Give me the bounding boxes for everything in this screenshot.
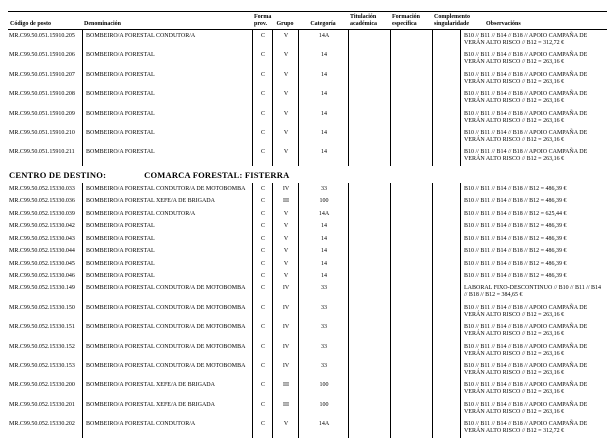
cell-denominacion: BOMBEIRO/A FORESTAL — [82, 108, 252, 127]
cell-titulacion — [348, 30, 390, 49]
cell-observacions: B10 // B11 // B14 // B18 // B12 = 486,39 € — [460, 196, 607, 208]
col-header-grupo: Grupo — [276, 20, 294, 27]
cell-categoria: 33 — [298, 361, 348, 380]
cell-codigo: MR.C99.50.051.15910.211 — [9, 149, 75, 156]
cell-grupo: V — [272, 258, 298, 270]
cell-formacion — [390, 183, 432, 195]
cell-codigo: MR.C99.50.051.15910.207 — [9, 71, 75, 78]
cell-codigo: MR.C99.50.052.15330.201 — [9, 401, 75, 408]
cell-formacion — [390, 50, 432, 69]
cell-categoria: 14 — [298, 108, 348, 127]
cell-codigo: MR.C99.50.052.15330.043 — [9, 235, 75, 242]
cell-complemento — [432, 283, 460, 302]
cell-categoria: 14 — [298, 50, 348, 69]
cell-titulacion — [348, 196, 390, 208]
cell-denominacion: BOMBEIRO/A FORESTAL — [82, 233, 252, 245]
cell-complemento — [432, 270, 460, 282]
cell-formacion — [390, 322, 432, 341]
table-row — [8, 270, 607, 282]
col-header-forma-prov: Forma prov. — [254, 14, 272, 27]
cell-observacions: B10 // B11 // B14 // B18 // APOIO CAMPAÑA DE VERÁN ALTO RISCO // B12 = 263,16 € — [460, 322, 607, 341]
cell-forma: C — [252, 419, 272, 438]
cell-denominacion: BOMBEIRO/A FORESTAL — [82, 69, 252, 88]
cell-categoria: 100 — [298, 196, 348, 208]
cell-categoria: 100 — [298, 380, 348, 399]
cell-forma: C — [252, 208, 272, 220]
cell-categoria: 14 — [298, 270, 348, 282]
cell-titulacion — [348, 89, 390, 108]
cell-grupo: V — [272, 246, 298, 258]
cell-denominacion: BOMBEIRO/A FORESTAL CONDUTOR/A DE MOTOBOMBA — [82, 341, 252, 360]
cell-formacion — [390, 283, 432, 302]
cell-complemento — [432, 69, 460, 88]
cell-formacion — [390, 302, 432, 321]
col-header-categoria: Categoría — [310, 20, 336, 27]
cell-titulacion — [348, 322, 390, 341]
cell-formacion — [390, 258, 432, 270]
table-body — [8, 30, 607, 438]
cell-formacion — [390, 270, 432, 282]
cell-grupo: IV — [272, 283, 298, 302]
cell-codigo: MR.C99.50.051.15910.208 — [9, 91, 75, 98]
col-header-codigo: Código de posto — [10, 20, 52, 27]
cell-titulacion — [348, 221, 390, 233]
cell-formacion — [390, 399, 432, 418]
cell-categoria: 14 — [298, 127, 348, 146]
cell-categoria: 14A — [298, 30, 348, 49]
table-row — [8, 208, 607, 220]
cell-formacion — [390, 221, 432, 233]
cell-denominacion: BOMBEIRO/A FORESTAL — [82, 246, 252, 258]
cell-categoria: 33 — [298, 302, 348, 321]
cell-titulacion — [348, 341, 390, 360]
cell-forma: C — [252, 196, 272, 208]
cell-denominacion: BOMBEIRO/A FORESTAL CONDUTOR/A — [82, 30, 252, 49]
cell-complemento — [432, 30, 460, 49]
table-row — [8, 127, 607, 146]
cell-categoria: 100 — [298, 399, 348, 418]
cell-complemento — [432, 419, 460, 438]
table-row — [8, 361, 607, 380]
cell-grupo: V — [272, 270, 298, 282]
cell-grupo: IV — [272, 183, 298, 195]
cell-forma: C — [252, 108, 272, 127]
cell-denominacion: BOMBEIRO/A FORESTAL CONDUTOR/A — [82, 208, 252, 220]
cell-denominacion: BOMBEIRO/A FORESTAL — [82, 258, 252, 270]
cell-titulacion — [348, 270, 390, 282]
cell-categoria: 14 — [298, 258, 348, 270]
cell-observacions: B10 // B11 // B14 // B18 // B12 = 486,39 € — [460, 246, 607, 258]
cell-denominacion: BOMBEIRO/A FORESTAL XEFE/A DE BRIGADA — [82, 380, 252, 399]
cell-categoria: 14 — [298, 233, 348, 245]
centro-destino-label: CENTRO DE DESTINO: — [9, 170, 107, 181]
cell-codigo: MR.C99.50.052.15330.045 — [9, 260, 75, 267]
cell-grupo: III — [272, 196, 298, 208]
cell-codigo: MR.C99.50.052.15330.200 — [9, 382, 75, 389]
cell-categoria: 33 — [298, 322, 348, 341]
cell-observacions: B10 // B11 // B14 // B18 // B12 = 625,44 € — [460, 208, 607, 220]
cell-complemento — [432, 302, 460, 321]
cell-observacions: B10 // B11 // B14 // B18 // APOIO CAMPAÑA DE VERÁN ALTO RISCO // B12 = 263,16 € — [460, 127, 607, 146]
col-header-denominacion: Denominación — [84, 20, 122, 27]
cell-titulacion — [348, 69, 390, 88]
table-row — [8, 183, 607, 195]
cell-forma: C — [252, 283, 272, 302]
cell-titulacion — [348, 183, 390, 195]
cell-forma: C — [252, 341, 272, 360]
cell-complemento — [432, 208, 460, 220]
cell-forma: C — [252, 302, 272, 321]
cell-titulacion — [348, 399, 390, 418]
cell-codigo: MR.C99.50.051.15910.206 — [9, 52, 75, 59]
cell-categoria: 14 — [298, 89, 348, 108]
cell-codigo: MR.C99.50.052.15330.153 — [9, 363, 75, 370]
cell-grupo: V — [272, 108, 298, 127]
table-row — [8, 283, 607, 302]
cell-grupo: IV — [272, 361, 298, 380]
cell-denominacion: BOMBEIRO/A FORESTAL XEFE/A DE BRIGADA — [82, 196, 252, 208]
cell-titulacion — [348, 127, 390, 146]
cell-observacions: B10 // B11 // B14 // B18 // APOIO CAMPAÑA DE VERÁN ALTO RISCO // B12 = 263,16 € — [460, 302, 607, 321]
cell-observacions: B10 // B11 // B14 // B18 // APOIO CAMPAÑA DE VERÁN ALTO RISCO // B12 = 263,16 € — [460, 108, 607, 127]
cell-denominacion: BOMBEIRO/A FORESTAL — [82, 89, 252, 108]
cell-complemento — [432, 196, 460, 208]
cell-codigo: MR.C99.50.052.15330.149 — [9, 285, 75, 292]
cell-forma: C — [252, 361, 272, 380]
cell-grupo: IV — [272, 302, 298, 321]
cell-complemento — [432, 127, 460, 146]
cell-observacions: B10 // B11 // B14 // B18 // APOIO CAMPAÑA DE VERÁN ALTO RISCO // B12 = 263,16 € — [460, 50, 607, 69]
section-heading — [8, 166, 607, 183]
col-header-complemento: Complemento singularidade — [434, 14, 470, 27]
cell-complemento — [432, 399, 460, 418]
cell-observacions: B10 // B11 // B14 // B18 // APOIO CAMPAÑA DE VERÁN ALTO RISCO // B12 = 263,16 € — [460, 89, 607, 108]
cell-titulacion — [348, 258, 390, 270]
cell-formacion — [390, 361, 432, 380]
cell-categoria: 14A — [298, 419, 348, 438]
cell-codigo: MR.C99.50.051.15910.205 — [9, 32, 75, 39]
cell-observacions: B10 // B11 // B14 // B18 // APOIO CAMPAÑA DE VERÁN ALTO RISCO // B12 = 263,16 € — [460, 69, 607, 88]
cell-formacion — [390, 127, 432, 146]
cell-formacion — [390, 196, 432, 208]
cell-grupo: V — [272, 30, 298, 49]
cell-formacion — [390, 108, 432, 127]
col-header-observacions: Observacións — [486, 20, 521, 27]
cell-denominacion: BOMBEIRO/A FORESTAL CONDUTOR/A — [82, 419, 252, 438]
cell-codigo: MR.C99.50.052.15330.044 — [9, 248, 75, 255]
table-row — [8, 233, 607, 245]
cell-grupo: III — [272, 380, 298, 399]
cell-forma: C — [252, 221, 272, 233]
cell-complemento — [432, 341, 460, 360]
cell-forma: C — [252, 399, 272, 418]
table-row — [8, 380, 607, 399]
cell-denominacion: BOMBEIRO/A FORESTAL CONDUTOR/A DE MOTOBOMBA — [82, 283, 252, 302]
comarca-forestal-value: COMARCA FORESTAL: FISTERRA — [144, 170, 290, 181]
cell-titulacion — [348, 361, 390, 380]
cell-categoria: 14 — [298, 69, 348, 88]
table-row — [8, 246, 607, 258]
cell-codigo: MR.C99.50.052.15330.046 — [9, 272, 75, 279]
cell-forma: C — [252, 127, 272, 146]
cell-forma: C — [252, 50, 272, 69]
cell-forma: C — [252, 270, 272, 282]
cell-formacion — [390, 380, 432, 399]
cell-complemento — [432, 89, 460, 108]
cell-denominacion: BOMBEIRO/A FORESTAL XEFE/A DE BRIGADA — [82, 399, 252, 418]
col-header-titulacion: Titulación académica — [350, 14, 377, 27]
cell-grupo: V — [272, 221, 298, 233]
cell-codigo: MR.C99.50.052.15330.039 — [9, 210, 75, 217]
cell-formacion — [390, 419, 432, 438]
cell-titulacion — [348, 380, 390, 399]
cell-complemento — [432, 147, 460, 166]
cell-forma: C — [252, 89, 272, 108]
cell-forma: C — [252, 258, 272, 270]
cell-observacions: B10 // B11 // B14 // B18 // APOIO CAMPAÑA DE VERÁN ALTO RISCO // B12 = 263,16 € — [460, 341, 607, 360]
cell-denominacion: BOMBEIRO/A FORESTAL CONDUTOR/A DE MOTOBOMBA — [82, 183, 252, 195]
cell-forma: C — [252, 183, 272, 195]
table-row — [8, 419, 607, 438]
cell-titulacion — [348, 246, 390, 258]
table-row — [8, 196, 607, 208]
cell-categoria: 14 — [298, 147, 348, 166]
cell-titulacion — [348, 283, 390, 302]
cell-formacion — [390, 147, 432, 166]
cell-codigo: MR.C99.50.052.15330.036 — [9, 198, 75, 205]
cell-observacions: B10 // B11 // B14 // B18 // APOIO CAMPAÑA DE VERÁN ALTO RISCO // B12 = 312,72 € — [460, 30, 607, 49]
cell-categoria: 14A — [298, 208, 348, 220]
cell-complemento — [432, 221, 460, 233]
cell-denominacion: BOMBEIRO/A FORESTAL — [82, 147, 252, 166]
cell-grupo: V — [272, 89, 298, 108]
cell-grupo: V — [272, 69, 298, 88]
cell-formacion — [390, 30, 432, 49]
cell-grupo: IV — [272, 341, 298, 360]
cell-titulacion — [348, 50, 390, 69]
cell-observacions: B10 // B11 // B14 // B18 // APOIO CAMPAÑA DE VERÁN ALTO RISCO // B12 = 263,16 € — [460, 147, 607, 166]
cell-complemento — [432, 361, 460, 380]
cell-observacions: B10 // B11 // B14 // B18 // APOIO CAMPAÑA DE VERÁN ALTO RISCO // B12 = 263,16 € — [460, 399, 607, 418]
cell-observacions: B10 // B11 // B14 // B18 // APOIO CAMPAÑA DE VERÁN ALTO RISCO // B12 = 263,16 € — [460, 361, 607, 380]
cell-denominacion: BOMBEIRO/A FORESTAL — [82, 221, 252, 233]
cell-observacions: B10 // B11 // B14 // B18 // B12 = 486,39 € — [460, 183, 607, 195]
cell-grupo: V — [272, 419, 298, 438]
cell-forma: C — [252, 322, 272, 341]
cell-denominacion: BOMBEIRO/A FORESTAL CONDUTOR/A DE MOTOBOMBA — [82, 322, 252, 341]
cell-complemento — [432, 380, 460, 399]
cell-titulacion — [348, 419, 390, 438]
cell-observacions: B10 // B11 // B14 // B18 // APOIO CAMPAÑA DE VERÁN ALTO RISCO // B12 = 312,72 € — [460, 419, 607, 438]
table-row — [8, 89, 607, 108]
cell-forma: C — [252, 69, 272, 88]
cell-grupo: IV — [272, 322, 298, 341]
cell-denominacion: BOMBEIRO/A FORESTAL CONDUTOR/A DE MOTOBOMBA — [82, 302, 252, 321]
cell-codigo: MR.C99.50.052.15330.042 — [9, 223, 75, 230]
cell-complemento — [432, 50, 460, 69]
cell-categoria: 14 — [298, 221, 348, 233]
cell-titulacion — [348, 108, 390, 127]
table-row — [8, 221, 607, 233]
cell-observacions: B10 // B11 // B14 // B18 // B12 = 486,39 € — [460, 233, 607, 245]
cell-titulacion — [348, 233, 390, 245]
table-row — [8, 258, 607, 270]
cell-grupo: V — [272, 127, 298, 146]
cell-complemento — [432, 322, 460, 341]
cell-titulacion — [348, 208, 390, 220]
cell-titulacion — [348, 147, 390, 166]
table-row — [8, 147, 607, 166]
cell-complemento — [432, 233, 460, 245]
cell-forma: C — [252, 147, 272, 166]
cell-grupo: V — [272, 147, 298, 166]
cell-codigo: MR.C99.50.052.15330.150 — [9, 304, 75, 311]
cell-forma: C — [252, 246, 272, 258]
cell-categoria: 33 — [298, 341, 348, 360]
table-header — [8, 11, 607, 30]
table-row — [8, 50, 607, 69]
cell-codigo: MR.C99.50.051.15910.209 — [9, 110, 75, 117]
cell-complemento — [432, 246, 460, 258]
cell-forma: C — [252, 233, 272, 245]
cell-grupo: III — [272, 399, 298, 418]
table-row — [8, 302, 607, 321]
table-row — [8, 322, 607, 341]
cell-categoria: 33 — [298, 283, 348, 302]
cell-observacions: B10 // B11 // B14 // B18 // B12 = 486,39 € — [460, 221, 607, 233]
cell-codigo: MR.C99.50.052.15330.033 — [9, 185, 75, 192]
cell-complemento — [432, 183, 460, 195]
cell-formacion — [390, 89, 432, 108]
cell-codigo: MR.C99.50.052.15330.202 — [9, 421, 75, 428]
table-row — [8, 69, 607, 88]
cell-observacions: B10 // B11 // B14 // B18 // APOIO CAMPAÑA DE VERÁN ALTO RISCO // B12 = 263,16 € — [460, 380, 607, 399]
table-row — [8, 399, 607, 418]
cell-categoria: 14 — [298, 246, 348, 258]
table-row — [8, 341, 607, 360]
cell-formacion — [390, 69, 432, 88]
cell-denominacion: BOMBEIRO/A FORESTAL — [82, 270, 252, 282]
cell-formacion — [390, 233, 432, 245]
cell-observacions: B10 // B11 // B14 // B18 // B12 = 486,39 € — [460, 258, 607, 270]
cell-observacions: LABORAL FIXO-DESCONTINUO // B10 // B11 // B14 // B18 // B12 = 384,65 € — [460, 283, 607, 302]
cell-categoria: 33 — [298, 183, 348, 195]
cell-codigo: MR.C99.50.052.15330.151 — [9, 324, 75, 331]
cell-grupo: V — [272, 50, 298, 69]
cell-forma: C — [252, 380, 272, 399]
cell-formacion — [390, 341, 432, 360]
col-header-formacion: Formación específica — [392, 14, 420, 27]
cell-complemento — [432, 108, 460, 127]
cell-forma: C — [252, 30, 272, 49]
cell-complemento — [432, 258, 460, 270]
cell-titulacion — [348, 302, 390, 321]
table-row — [8, 108, 607, 127]
cell-grupo: V — [272, 233, 298, 245]
cell-formacion — [390, 208, 432, 220]
cell-codigo: MR.C99.50.051.15910.210 — [9, 129, 75, 136]
cell-codigo: MR.C99.50.052.15330.152 — [9, 343, 75, 350]
cell-denominacion: BOMBEIRO/A FORESTAL — [82, 50, 252, 69]
cell-denominacion: BOMBEIRO/A FORESTAL — [82, 127, 252, 146]
cell-formacion — [390, 246, 432, 258]
cell-denominacion: BOMBEIRO/A FORESTAL CONDUTOR/A DE MOTOBOMBA — [82, 361, 252, 380]
cell-grupo: V — [272, 208, 298, 220]
cell-observacions: B10 // B11 // B14 // B18 // B12 = 486,39 € — [460, 270, 607, 282]
table-row — [8, 30, 607, 49]
